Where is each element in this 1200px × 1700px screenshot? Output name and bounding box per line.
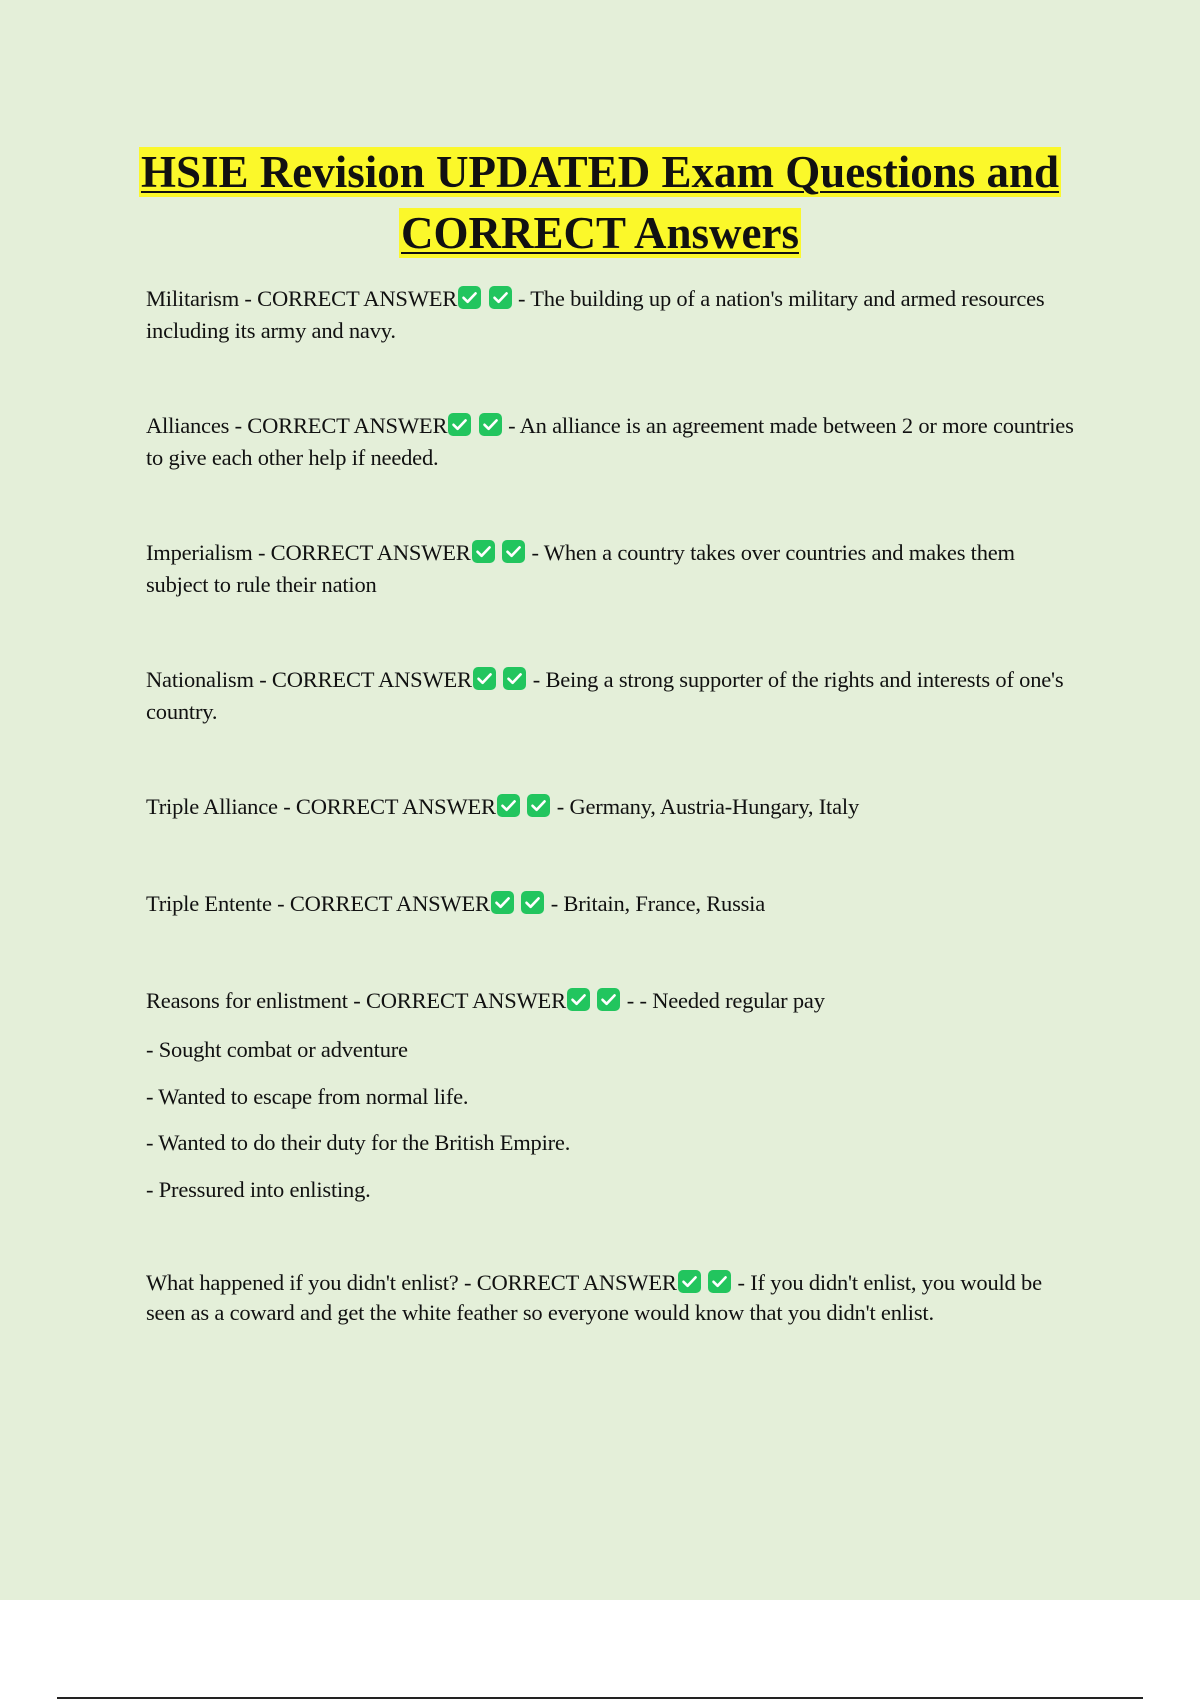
qa-answer: - Being a strong supporter of the rights and interests of one's country. [146,667,1064,724]
check-mark-icon [473,667,496,690]
enlistment-reason-item: - Wanted to do their duty for the British Empire. [146,1130,571,1155]
check-mark-icon [489,286,512,309]
qa-answer: - The building up of a nation's military and armed resources including its army and navy. [146,286,1045,343]
check-mark-icon [497,794,520,817]
qa-term: Triple Entente - CORRECT ANSWER [146,891,490,916]
qa-answer: - An alliance is an agreement made between 2 or more countries to give each other help if needed. [146,413,1074,470]
qa-term: Reasons for enlistment - CORRECT ANSWER [146,988,566,1013]
qa-item-nationalism [146,664,1076,728]
check-mark-icon [479,413,502,436]
qa-answer: - Britain, France, Russia [545,891,766,916]
qa-term: What happened if you didn't enlist? - CORRECT ANSWER [146,1270,677,1295]
check-mark-icon [491,891,514,914]
document-title-text: HSIE Revision UPDATED Exam Questions and CORRECT Answers [140,147,1060,258]
check-mark-icon [678,1270,701,1293]
qa-term: Alliances - CORRECT ANSWER [146,413,448,438]
check-mark-icon [567,988,590,1011]
enlistment-reason-item: - Sought combat or adventure [146,1037,408,1062]
enlistment-reason-item: - Pressured into enlisting. [146,1177,371,1202]
qa-answer: - Germany, Austria-Hungary, Italy [551,794,859,819]
qa-item-triple-entente [146,888,1076,920]
qa-term: Militarism - CORRECT ANSWER [146,286,458,311]
qa-answer: - - Needed regular pay [621,988,825,1013]
qa-item-imperialism [146,537,1076,601]
check-mark-icon [708,1270,731,1293]
qa-term: Imperialism - CORRECT ANSWER [146,540,471,565]
document-title [110,142,1090,264]
footer-rule [57,1697,1143,1699]
check-mark-icon [502,540,525,563]
qa-term: Nationalism - CORRECT ANSWER [146,667,472,692]
check-mark-icon [458,286,481,309]
check-mark-icon [527,794,550,817]
qa-item-reasons-for-enlistment [146,985,1076,1017]
qa-answer: - When a country takes over countries and makes them subject to rule their nation [146,540,1015,597]
enlistment-reason-item: - Wanted to escape from normal life. [146,1084,469,1109]
qa-item-didnt-enlist [146,1268,1076,1328]
check-mark-icon [472,540,495,563]
check-mark-icon [503,667,526,690]
check-mark-icon [597,988,620,1011]
qa-item-triple-alliance [146,791,1076,823]
qa-term: Triple Alliance - CORRECT ANSWER [146,794,496,819]
qa-item-alliances [146,410,1076,474]
check-mark-icon [521,891,544,914]
check-mark-icon [448,413,471,436]
qa-answer: - If you didn't enlist, you would be seen as a coward and get the white feather so everyone would know that you didn't enlist. [146,1270,1042,1325]
qa-item-militarism [146,283,1076,347]
